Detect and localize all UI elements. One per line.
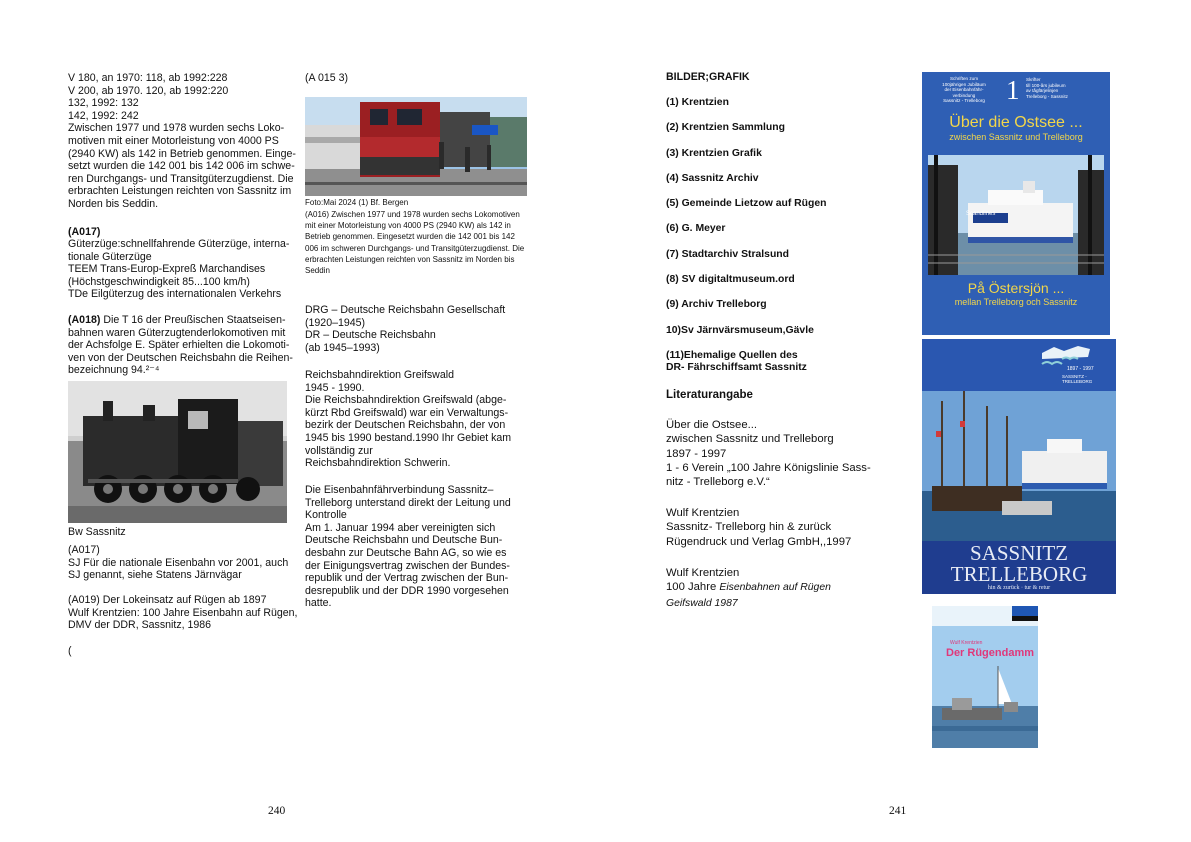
cover1-subtitle: zwischen Sassnitz und Trelleborg xyxy=(949,132,1083,142)
cover2-title-2: TRELLEBORG xyxy=(950,562,1088,586)
literature-entry-1: Über die Ostsee... zwischen Sassnitz und Trelleborg 1897 - 1997 1 - 6 Verein „100 Jahre Königslinie Sass- nitz - Trelleborg e.V.“ xyxy=(666,419,871,489)
source-item: (4) Sassnitz Archiv xyxy=(666,172,759,184)
literature-entry-3 xyxy=(666,566,906,611)
reference-a0153: (A 015 3) xyxy=(305,72,348,84)
book-cover-ruegendamm xyxy=(932,606,1038,748)
cover1-top-right: Skrifter till 100-års jubileum av tågfärjelinjen Trelleborg - Sassnitz xyxy=(1026,77,1068,99)
stray-parenthesis: ( xyxy=(68,645,72,657)
cover1-top-left: Schriften zum 100jährigen Jubiläum der Eisenbahnfähr- verbindung Sassnitz - Trelleborg xyxy=(942,76,986,104)
steam-locomotive-photo xyxy=(68,381,287,523)
lit3-place: Geifswald 1987 xyxy=(666,597,738,609)
literature-entry-2: Wulf Krentzien Sassnitz- Trelleborg hin & zurück Rügendruck und Verlag GmbH,,1997 xyxy=(666,507,852,548)
a017-sj-text: (A017) SJ Für die nationale Eisenbahn vor 2001, auch SJ genannt, siehe Statens Järnvägar xyxy=(68,544,289,582)
lit3-title-italic: Eisenbahnen auf Rügen xyxy=(719,582,831,594)
cover1-title: Über die Ostsee ... xyxy=(949,114,1083,131)
a016-caption: (A016) Zwischen 1977 und 1978 wurden sechs Lokomotiven mit einer Motorleistung von 4000 PS (2940 KW) als 142 in Betrieb genommen. Eingesetzt wurden die 142 001 bis 142 006 im schweren Durchgangs- und Transitgüterzugdienst. Die erbrachten Leistungen reichten von Sassnitz im Norden bis Seddin xyxy=(305,210,525,276)
source-item: 10)Sv Järnvärsmuseum,Gävle xyxy=(666,324,814,336)
source-item: (9) Archiv Trelleborg xyxy=(666,299,767,311)
a018-text: Die T 16 der Preußischen Staatseisen- bahnen waren Güterzugtenderlokomotiven mit der Achsfolge E. Später erhielten die Lokomoti- ven von der Deutschen Reichsbahn die Reihen- bezeichnung 94.²⁻⁴ xyxy=(68,314,293,377)
cover2-title-1: SASSNITZ xyxy=(969,541,1069,565)
cover1-number: 1 xyxy=(1006,75,1020,105)
diesel-locomotive-photo xyxy=(305,97,527,196)
photo-credit: Foto:Mai 2024 (1) Bf. Bergen xyxy=(305,198,409,207)
source-item: (6) G. Meyer xyxy=(666,223,726,235)
book-cover-sassnitz-trelleborg xyxy=(922,339,1116,594)
source-item: (5) Gemeinde Lietzow auf Rügen xyxy=(666,198,827,210)
cover2-band: SASSNITZ - TRELLEBORG xyxy=(1062,374,1093,384)
book-cover-ostsee xyxy=(922,72,1110,335)
page-number-right: 241 xyxy=(889,805,907,817)
source-item: (8) SV digitaltmuseum.ord xyxy=(666,274,795,286)
a017-heading: (A017) xyxy=(68,226,101,238)
ferry-harbor-photo xyxy=(928,155,1104,275)
seagulls-banner xyxy=(922,339,1116,391)
harbor-sailships-photo xyxy=(922,391,1116,541)
cover3-author: Wulf Krentzien xyxy=(950,640,983,646)
ship-name: Scandlines xyxy=(966,211,996,217)
source-item: (3) Krentzien Grafik xyxy=(666,147,762,159)
a019-text: (A019) Der Lokeinsatz auf Rügen ab 1897 Wulf Krentzien: 100 Jahre Eisenbahn auf Rügen, DMV der DDR, Sassnitz, 1986 xyxy=(68,594,298,632)
source-item: (2) Krentzien Sammlung xyxy=(666,122,785,134)
cover1-subtitle-sv: mellan Trelleborg och Sassnitz xyxy=(954,297,1078,307)
source-item: (11)Ehemalige Quellen des DR- Fährschiffsamt Sassnitz xyxy=(666,349,807,373)
literature-heading: Literaturangabe xyxy=(666,389,753,401)
rbd-greifswald-text: Reichsbahndirektion Greifswald 1945 - 1990. Die Reichsbahndirektion Greifswald (abge- kürzt Rbd Greifswald) war ein Verwaltungs- bezirk der Deutschen Reichsbahn, der von 1945 bis 1990 bestand.1990 Ihr Gebiet kam vollständig zur Reichsbahndirektion Schwerin. xyxy=(305,369,512,470)
a018-heading: (A018) xyxy=(68,314,101,326)
drg-dr-text: DRG – Deutsche Reichsbahn Gesellschaft (1920–1945) DR – Deutsche Reichsbahn (ab 1945–1993) xyxy=(305,304,506,354)
cover1-title-sv: På Östersjön ... xyxy=(967,280,1065,296)
cover2-subtitle: hin & zurück · tur & retur xyxy=(987,585,1051,591)
photo-caption: Bw Sassnitz xyxy=(68,526,126,538)
lit3-author: Wulf Krentzien xyxy=(666,567,740,579)
lit3-title-plain: 100 Jahre xyxy=(666,581,720,594)
sources-list xyxy=(666,97,916,375)
cover2-years: 1897 - 1997 xyxy=(1067,366,1094,372)
source-item: (1) Krentzien xyxy=(666,97,729,108)
a017-text: Güterzüge:schnellfahrende Güterzüge, interna- tionale Güterzüge TEEM Trans-Europ-Expreß Marchandises (Höchstgeschwindigkeit 85...100 km/h) TDe Eilgüterzug des internationalen Verkehrs xyxy=(68,238,290,301)
cover3-title: Der Rügendamm xyxy=(946,647,1035,659)
intro-text: V 180, an 1970: 118, ab 1992:228 V 200, ab 1970. 120, ab 1992:220 132, 1992: 132 142, 1992: 242 Zwischen 1977 und 1978 wurden sechs Loko- motiven mit einer Motorleistung von 4000 PS (2940 KW) als 142 in Betrieb genommen. Einge- setzt wurden die 142 001 bis 142 006 im schwe- ren Durchgangs- und Transitgüterzugdienst. Die erbrachten Leistungen reichten von Sassnitz im Norden bis Seddin. xyxy=(68,72,296,210)
page-number-left: 240 xyxy=(268,805,286,817)
a018-block xyxy=(68,314,300,377)
images-heading: BILDER;GRAFIK xyxy=(666,71,750,83)
source-item: (7) Stadtarchiv Stralsund xyxy=(666,248,789,260)
ferry-connection-text: Die Eisenbahnfährverbindung Sassnitz– Trelleborg unterstand direkt der Leitung und Kontrolle Am 1. Januar 1994 aber vereinigten sich Deutsche Reichsbahn und Deutsche Bun- desbahn zur Deutsche Bahn AG, so wie es der Einigungsvertrag zwischen der Bundes- republik und der Vertrag zwischen der Bun- desrepublik und der DDR 1990 vorgesehen hatte. xyxy=(305,484,511,610)
